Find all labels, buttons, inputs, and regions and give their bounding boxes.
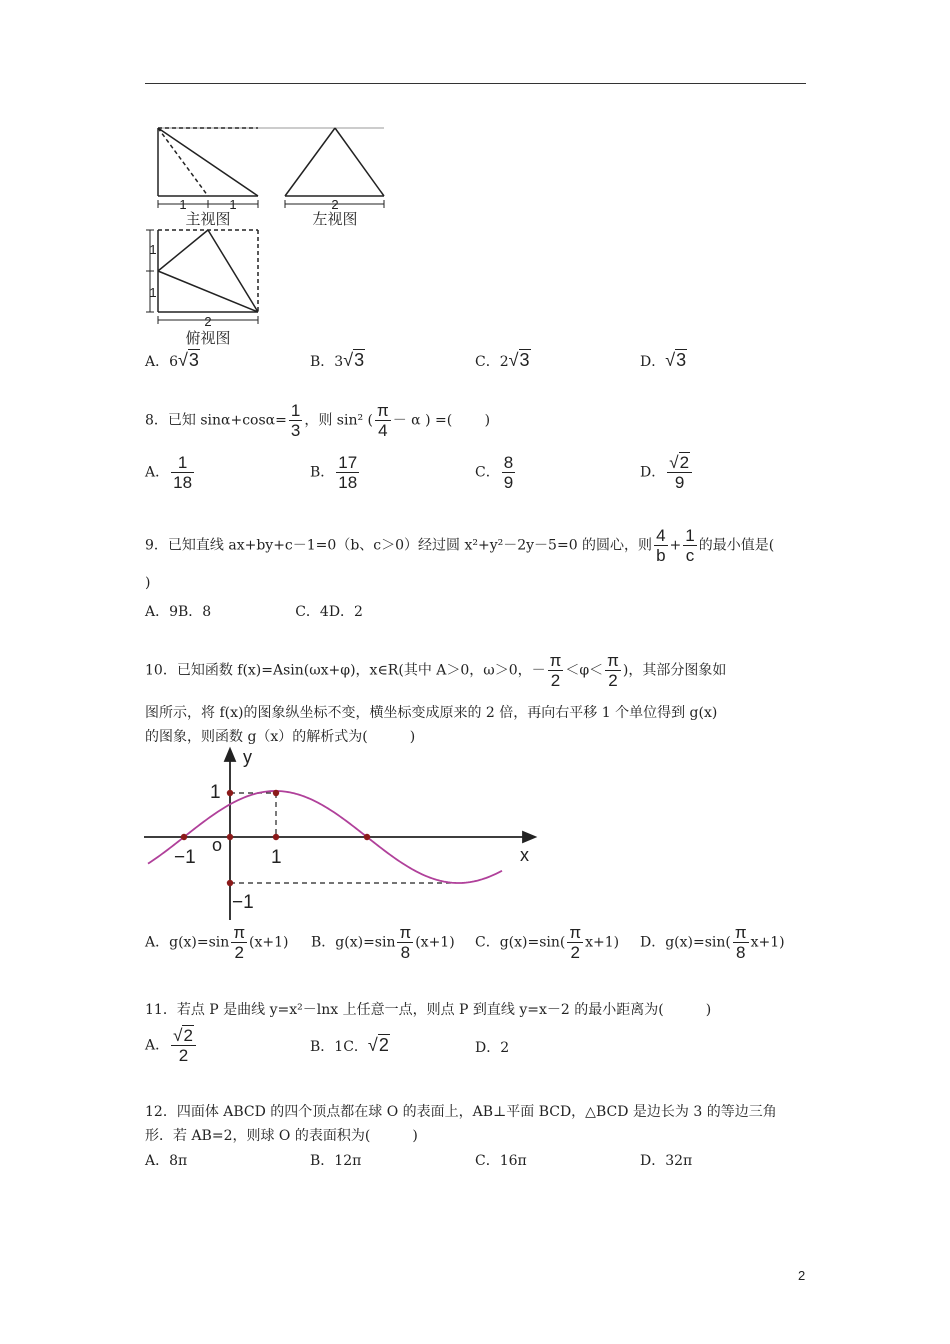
q10-line1: 10．已知函数 f(x)=Asin(ωx+φ)，x∈R(其中 A＞0，ω＞0，－ $\frac{\pi}{2}$ ＜φ＜ $\frac{\pi}{2}$ )，其部分图象如: [145, 651, 727, 690]
left-view-label: 左视图: [312, 211, 358, 228]
q8-option-a: A． $\frac{1}{18}$: [145, 453, 193, 492]
q8-option-b: B． $\frac{17}{18}$: [310, 453, 358, 492]
front-view: [158, 128, 258, 196]
q9-close-paren: ): [145, 575, 151, 591]
dim-1c-label: 1: [149, 242, 157, 257]
q7-option-a: A．6√3: [145, 350, 199, 370]
q10-option-b: B．g(x)=sin $\frac{\pi}{8}$ (x+1): [311, 923, 455, 962]
q12-option-c: C．16π: [475, 1153, 527, 1169]
top-view-label: 俯视图: [185, 330, 231, 347]
q11-option-bc: B．1C．√2: [310, 1035, 389, 1055]
q12-option-a: A．8π: [145, 1153, 188, 1169]
point-peak: [273, 790, 279, 796]
page-number: 2: [798, 1268, 806, 1283]
header-rule: [145, 83, 806, 84]
q12-line2: 形．若 AB=2，则球 O 的表面积为( ): [145, 1128, 418, 1144]
dim-2-top-label: 2: [204, 314, 212, 329]
x-tick-1: 1: [271, 847, 282, 868]
x-axis-arrow: [523, 832, 535, 842]
q11-option-d: D．2: [475, 1040, 510, 1056]
dim-2-side-label: 2: [331, 197, 339, 212]
x-axis-label: x: [520, 845, 529, 865]
y-axis-arrow: [225, 749, 235, 761]
q7-option-c: C．2√3: [475, 350, 530, 370]
point-0-neg1: [227, 880, 233, 886]
front-view-label: 主视图: [185, 211, 231, 228]
q11-option-a: A． $\frac{√2}{2}$: [145, 1026, 198, 1065]
x-tick-neg1: −1: [174, 847, 196, 868]
q9-stem: 9．已知直线 ax+by+c－1=0（b、c＞0）经过圆 x²+y²－2y－5=0 的圆心，则 $\frac{4}{b}$ + $\frac{1}{c}$ 的最小值是(: [145, 526, 775, 565]
q7-option-d: D．√3: [640, 350, 687, 370]
point-1-0: [273, 834, 279, 840]
q11-stem: 11．若点 P 是曲线 y=x²－lnx 上任意一点，则点 P 到直线 y=x－2 的最小距离为( ): [145, 1002, 712, 1018]
q10-line3: 的图象，则函数 g（x）的解析式为( ): [145, 729, 416, 745]
dim-1d-label: 1: [149, 285, 157, 300]
dim-1b-label: 1: [229, 197, 237, 212]
point-origin: [227, 834, 233, 840]
sine-graph: [140, 745, 540, 925]
point-neg1-0: [181, 834, 187, 840]
q8-option-d: D． $\frac{√2}{9}$: [640, 453, 694, 492]
y-axis-label: y: [243, 747, 252, 767]
q7-option-b: B．3√3: [310, 350, 365, 370]
y-tick-1: 1: [210, 782, 221, 803]
q12-option-d: D．32π: [640, 1153, 693, 1169]
q8-option-c: C． $\frac{8}{9}$: [475, 453, 514, 492]
point-zero-right: [364, 834, 370, 840]
q10-option-a: A．g(x)=sin $\frac{\pi}{2}$ (x+1): [145, 923, 289, 962]
origin-label: o: [212, 835, 223, 855]
q10-line2: 图所示，将 f(x)的图象纵坐标不变，横坐标变成原来的 2 倍，再向右平移 1 个单位得到 g(x): [145, 705, 718, 721]
q12-line1: 12．四面体 ABCD 的四个顶点都在球 O 的表面上，AB⊥平面 BCD，△BCD 是边长为 3 的等边三角: [145, 1104, 777, 1120]
y-tick-neg1: −1: [232, 892, 254, 913]
q12-option-b: B．12π: [310, 1153, 362, 1169]
dim-1a-label: 1: [179, 197, 187, 212]
three-view-figure: [140, 120, 400, 352]
q10-option-c: C．g(x)=sin( $\frac{\pi}{2}$ x+1): [475, 923, 620, 962]
top-view: [158, 230, 258, 312]
q8-stem: 8．已知 sinα+cosα= $\frac{1}{3}$ ，则 sin² ( $\frac{\pi}{4}$ － α ) =( ): [145, 401, 491, 440]
q10-option-d: D．g(x)=sin( $\frac{\pi}{8}$ x+1): [640, 923, 785, 962]
left-view: [285, 128, 384, 196]
q9-options: A．9B．8 C．4D．2: [145, 604, 363, 620]
guide-lines: [230, 793, 455, 883]
point-0-1: [227, 790, 233, 796]
